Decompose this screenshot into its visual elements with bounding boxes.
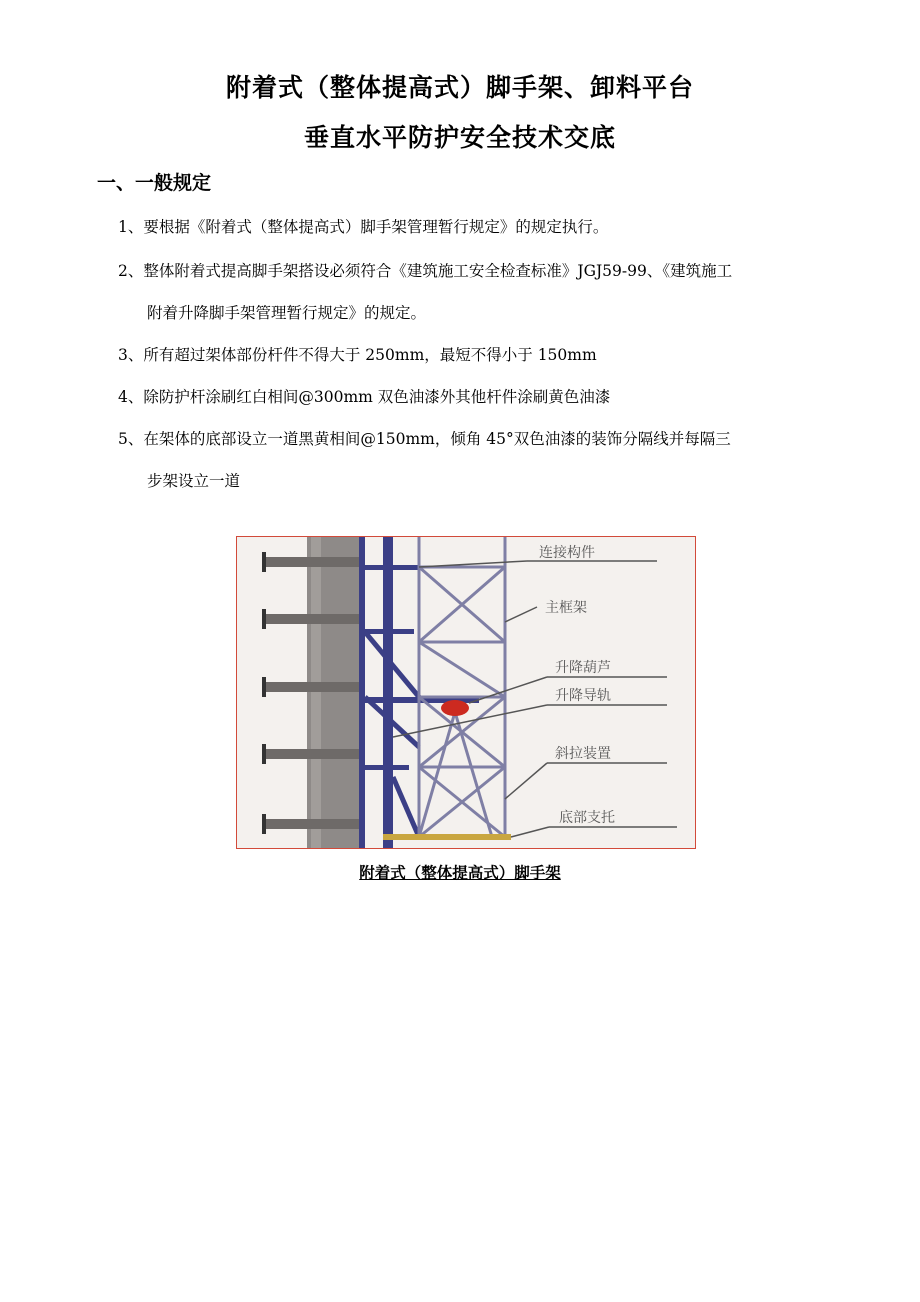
list-item-1: 1、要根据《附着式（整体提高式）脚手架管理暂行规定》的规定执行。 [118, 218, 609, 236]
page-title-line-2: 垂直水平防护安全技术交底 [303, 123, 616, 152]
label-guide-rail: 升降导轨 [555, 688, 611, 704]
list-item-3: 3、所有超过架体部份杆件不得大于 250mm，最短不得小于 150mm [118, 346, 597, 364]
label-connecting-member: 连接构件 [539, 545, 595, 561]
list-item-2-continuation: 附着升降脚手架管理暂行规定》的规定。 [147, 304, 427, 322]
guide-rail [383, 537, 393, 849]
label-diagonal-device: 斜拉装置 [555, 746, 611, 762]
section-heading: 一、一般规定 [97, 172, 212, 194]
hoist-icon [441, 700, 469, 716]
list-item-5: 5、在架体的底部设立一道黑黄相间@150mm，倾角 45°双色油漆的装饰分隔线并每隔三 [118, 430, 731, 448]
bottom-support [383, 834, 511, 840]
label-hoist: 升降葫芦 [555, 660, 611, 676]
label-main-frame: 主框架 [545, 600, 587, 616]
figure-caption: 附着式（整体提高式）脚手架 [359, 864, 561, 882]
scaffold-figure [236, 536, 696, 849]
list-item-5-continuation: 步架设立一道 [147, 472, 241, 490]
list-item-2: 2、整体附着式提高脚手架搭设必须符合《建筑施工安全检查标准》JGJ59-99、《建筑施工 [118, 262, 733, 280]
scaffold-diagram [237, 537, 696, 849]
label-bottom-support: 底部支托 [559, 810, 615, 826]
main-frame [419, 537, 505, 837]
page-title-line-1: 附着式（整体提高式）脚手架、卸料平台 [225, 73, 694, 102]
list-item-4: 4、除防护杆涂刷红白相间@300mm 双色油漆外其他杆件涂刷黄色油漆 [118, 388, 611, 406]
